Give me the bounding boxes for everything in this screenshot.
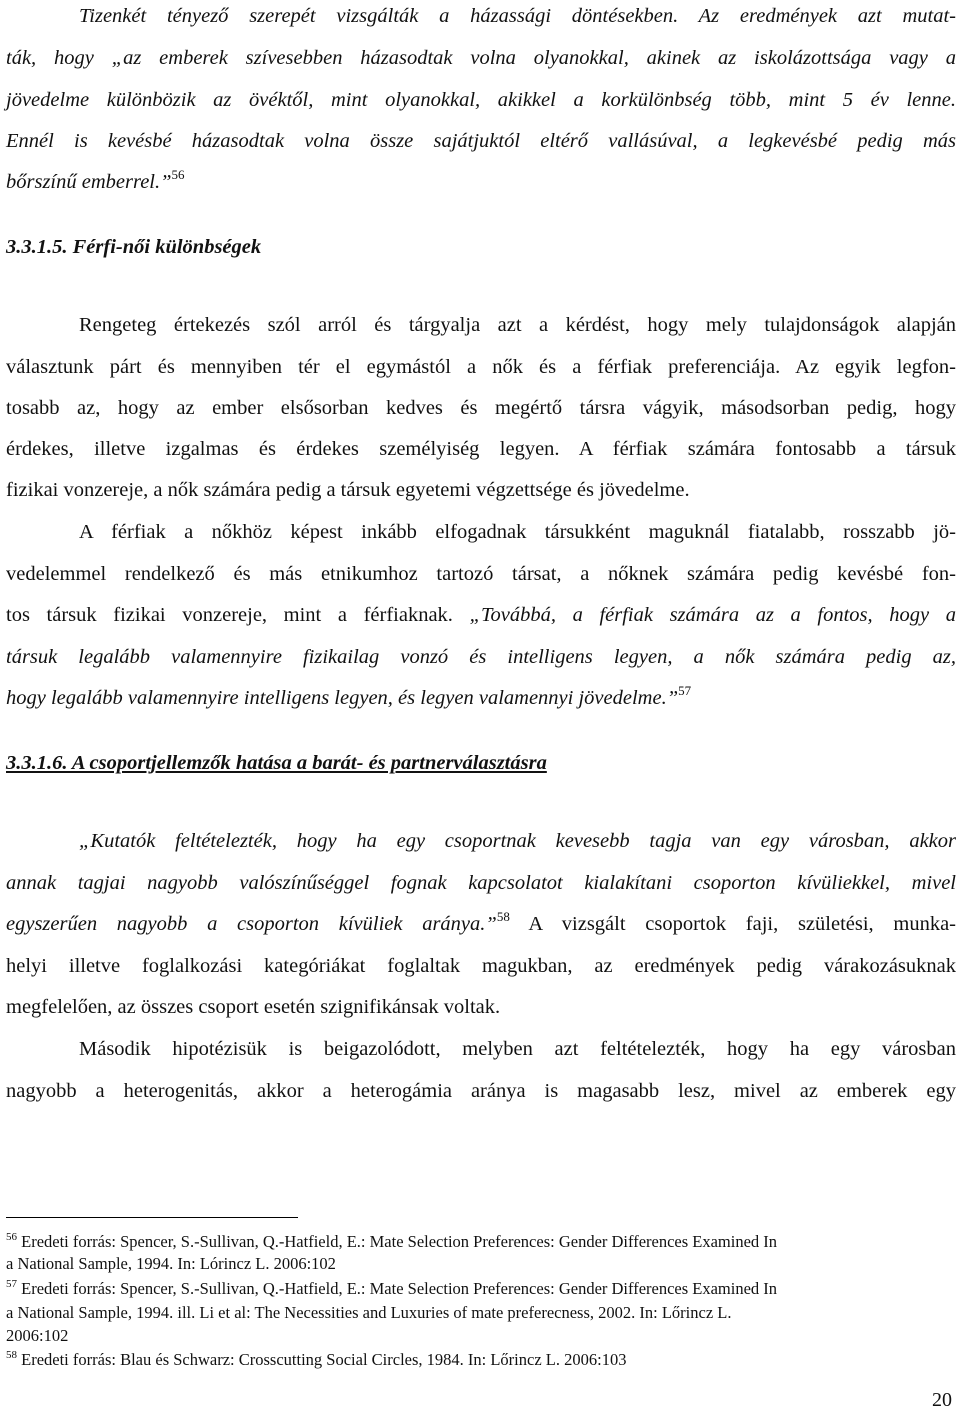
- page-number: 20: [932, 1389, 952, 1411]
- footnote-56-line-2: a National Sample, 1994. In: Lórincz L. 2006:102: [6, 1254, 336, 1273]
- paragraph-5-line-2: nagyobb a heterogenitás, akkor a heterogámia aránya is magasabb lesz, mivel az emberek egy: [6, 1080, 956, 1102]
- paragraph-1-line-1: Tizenkét tényező szerepét vizsgálták a házassági döntésekben. Az eredmények azt mutat-: [79, 5, 956, 27]
- paragraph-5-line-1: Második hipotézisük is beigazolódott, melyben azt feltételezték, hogy ha egy városban: [79, 1038, 956, 1060]
- paragraph-1-line-4: Ennél is kevésbé házasodtak volna össze sajátjuktól eltérő vallásúval, a legkevésbé pedig más: [6, 130, 956, 152]
- paragraph-3-line-3: tos társuk fizikai vonzereje, mint a férfiaknak. „Továbbá, a férfiak számára az a fontos, hogy a: [6, 604, 956, 626]
- paragraph-1-line-3: jövedelme különbözik az övéktől, mint olyanokkal, akikkel a korkülönbség több, mint 5 év lenne.: [6, 89, 956, 111]
- paragraph-2-line-2: választunk párt és mennyiben tér el egymástól a nők és a férfiak preferenciája. Az egyik legfon-: [6, 356, 956, 378]
- footnote-ref-57[interactable]: 57: [678, 683, 692, 698]
- footnote-57-line-3: 2006:102: [6, 1326, 69, 1345]
- footnote-ref-56[interactable]: 56: [171, 167, 185, 182]
- paragraph-2-line-1: Rengeteg értekezés szól arról és tárgyalja azt a kérdést, hogy mely tulajdonságok alapján: [79, 314, 956, 336]
- footnote-58-line-1: $^{58}$ Eredeti forrás: Blau és Schwarz: Crosscutting Social Circles, 1984. In: Lőrincz L. 2006:103: [6, 1349, 627, 1369]
- footnote-57-line-1: $^{57}$ Eredeti forrás: Spencer, S.-Sullivan, Q.-Hatfield, E.: Mate Selection Preferences: Gender Differences Examined In: [6, 1278, 778, 1298]
- paragraph-3-line-2: vedelemmel rendelkező és más etnikumhoz tartozó társat, a nőknek számára pedig kevésbé fon-: [6, 563, 956, 585]
- paragraph-1-line-5: bőrszínű emberrel.”$^{56}$: [6, 167, 185, 193]
- footnote-56-line-1: $^{56}$ Eredeti forrás: Spencer, S.-Sullivan, Q.-Hatfield, E.: Mate Selection Preferences: Gender Differences Examined In: [6, 1231, 778, 1251]
- section-heading-3-3-1-6: 3.3.1.6. A csoportjellemzők hatása a barát- és partnerválasztásra: [6, 752, 547, 774]
- paragraph-3-line-5: hogy legalább valamennyire intelligens legyen, és legyen valamennyi jövedelme.”$^{57}$: [6, 683, 692, 709]
- section-heading-3-3-1-5: 3.3.1.5. Férfi-női különbségek: [6, 236, 262, 258]
- footnote-57-line-2: a National Sample, 1994. ill. Li et al: The Necessities and Luxuries of mate preferecness, 2002. In: Lőrincz L.: [6, 1303, 732, 1322]
- paragraph-1-line-2: ták, hogy „az emberek szívesebben házasodtak volna olyanokkal, akinek az iskolázottsága vagy a: [6, 47, 956, 69]
- paragraph-2-line-5: fizikai vonzereje, a nők számára pedig a társuk egyetemi végzettsége és jövedelme.: [6, 479, 690, 501]
- paragraph-4-line-4: helyi illetve foglalkozási kategóriákat foglaltak magukban, az eredmények pedig várakozásuknak: [6, 955, 956, 977]
- footnote-separator: [6, 1217, 298, 1218]
- footnote-ref-58[interactable]: 58: [496, 909, 510, 924]
- paragraph-4-line-5: megfelelően, az összes csoport esetén szignifikánsak voltak.: [6, 996, 501, 1018]
- paragraph-2-line-4: érdekes, illetve izgalmas és érdekes személyiség legyen. A férfiak számára fontosabb a társuk: [6, 438, 956, 460]
- paragraph-2-line-3: tosabb az, hogy az ember elsősorban kedves és megértő társra vágyik, másodsorban pedig, hogy: [6, 397, 956, 419]
- paragraph-4-line-1: „Kutatók feltételezték, hogy ha egy csoportnak kevesebb tagja van egy városban, akkor: [79, 830, 956, 852]
- paragraph-4-line-2: annak tagjai nagyobb valószínűséggel fognak kapcsolatot kialakítani csoporton kívüliekkel, mivel: [6, 872, 956, 894]
- paragraph-4-line-3: egyszerűen nagyobb a csoporton kívüliek aránya.”$^{58}$ A vizsgált csoportok faji, születési, munka-: [6, 909, 956, 935]
- paragraph-3-line-1: A férfiak a nőkhöz képest inkább elfogadnak társukként maguknál fiatalabb, rosszabb jö-: [79, 521, 956, 543]
- paragraph-3-line-4: társuk legalább valamennyire fizikailag vonzó és intelligens legyen, a nők számára pedig az,: [6, 646, 956, 668]
